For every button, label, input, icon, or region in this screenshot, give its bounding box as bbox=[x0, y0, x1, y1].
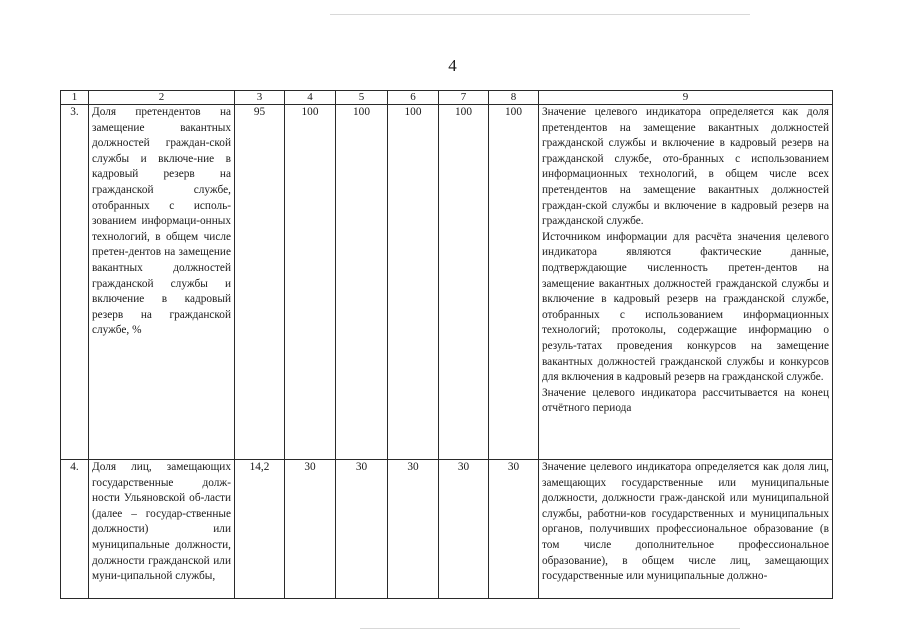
indicator-description bbox=[539, 105, 833, 460]
scan-artifact-bottom bbox=[360, 628, 740, 629]
page-number: 4 bbox=[448, 56, 457, 75]
indicator-value: 30 bbox=[285, 460, 336, 599]
indicator-value: 30 bbox=[489, 460, 539, 599]
indicator-name: Доля претендентов на замещение вакантных должностей граждан-ской службы и включе-ние в кадровый резерв на гражданской службе, отобранных с исполь-зованием информаци-онных технологий, в общем числе претен-дентов на замещение вакантных должностей гражданской службы и включение в кадровый резерв на гражданской службе, % bbox=[89, 105, 235, 460]
indicator-value: 100 bbox=[439, 105, 489, 460]
indicator-name: Доля лиц, замещающих государственные долж-ности Ульяновской об-ласти (далее – государ-ственные должности) или муниципальные должности, должности гражданской или муни-ципальной службы, bbox=[89, 460, 235, 599]
indicator-description bbox=[539, 460, 833, 599]
indicator-value: 100 bbox=[285, 105, 336, 460]
indicator-value: 30 bbox=[336, 460, 388, 599]
indicator-value: 95 bbox=[235, 105, 285, 460]
column-header: 9 bbox=[539, 91, 833, 105]
row-number: 3. bbox=[61, 105, 89, 460]
table-row bbox=[61, 460, 833, 599]
indicator-value: 100 bbox=[489, 105, 539, 460]
column-header: 3 bbox=[235, 91, 285, 105]
description-paragraph: Источником информации для расчёта значения целевого индикатора являются фактические данные, подтверждающие численность претен-дентов на замещение вакантных должностей гражданской службы и включение в кадровый резерв на гражданской службе, отобранных с использованием информационных технологий; протоколы, содержащие информацию о резуль-татах проведения конкурсов на замещение вакантных должностей гражданской службы и конкурсов для включения в кадровый резерв на гражданской службе. bbox=[542, 230, 829, 384]
description-paragraph: Значение целевого индикатора рассчитывается на конец отчётного периода bbox=[542, 386, 829, 415]
table-row bbox=[61, 105, 833, 460]
column-header: 4 bbox=[285, 91, 336, 105]
row-number: 4. bbox=[61, 460, 89, 599]
indicator-value: 30 bbox=[439, 460, 489, 599]
indicator-value: 100 bbox=[388, 105, 439, 460]
column-number-row bbox=[61, 91, 833, 105]
column-header: 7 bbox=[439, 91, 489, 105]
indicator-value: 100 bbox=[336, 105, 388, 460]
description-paragraph: Значение целевого индикатора определяется как доля лиц, замещающих государственные или муниципальные должности, должности граж-данской или муниципальной службы, работни-ков государственных и муниципальных органов, получивших профессиональное образование (в том числе дополнительное профессиональное образование), в общем числе лиц, замещающих государственные или муниципальные должно- bbox=[542, 461, 829, 583]
indicator-value: 14,2 bbox=[235, 460, 285, 599]
column-header: 5 bbox=[336, 91, 388, 105]
indicator-table bbox=[60, 90, 833, 599]
column-header: 2 bbox=[89, 91, 235, 105]
column-header: 1 bbox=[61, 91, 89, 105]
column-header: 8 bbox=[489, 91, 539, 105]
column-header: 6 bbox=[388, 91, 439, 105]
scan-artifact-top bbox=[330, 14, 750, 15]
indicator-value: 30 bbox=[388, 460, 439, 599]
description-paragraph: Значение целевого индикатора определяется как доля претендентов на замещение вакантных должностей гражданской службы и включение в кадровый резерв на гражданской службе, ото-бранных с использованием информационных технологий, в общем числе всех претендентов на замещение вакантных должностей граждан-ской службы и включение в кадровый резерв на гражданской службе. bbox=[542, 106, 829, 228]
